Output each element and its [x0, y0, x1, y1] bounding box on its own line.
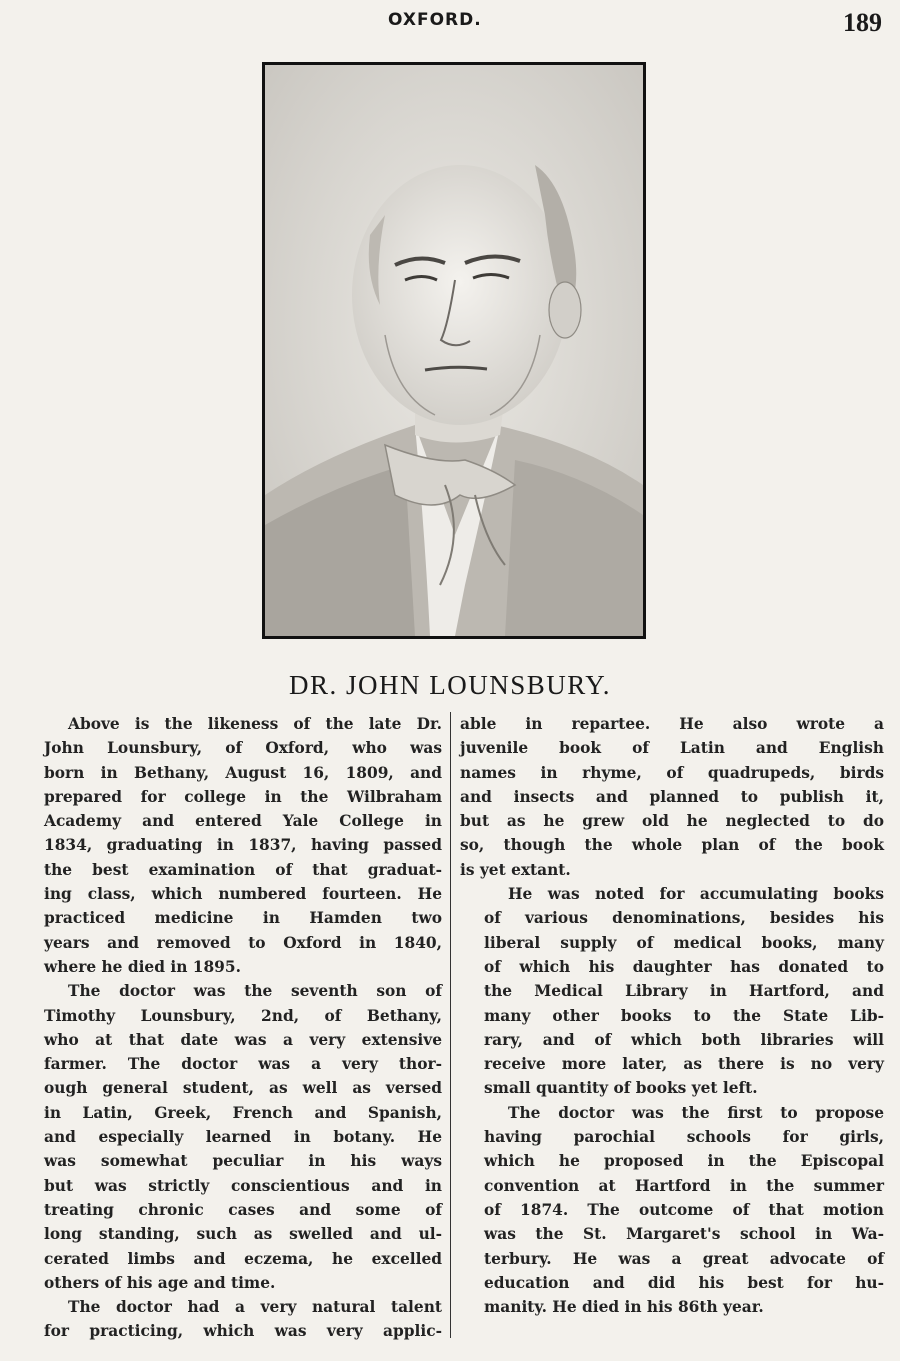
article-line: cerated limbs and eczema, he excelled: [44, 1249, 442, 1268]
article-line: which he proposed in the Episcopal: [484, 1152, 884, 1171]
article-line: but as he grew old he neglected to do: [460, 812, 884, 831]
article-line: the Medical Library in Hartford, and: [484, 982, 884, 1001]
article-line: manity. He died in his 86th year.: [484, 1298, 764, 1317]
article-line: 1834, graduating in 1837, having passed: [44, 836, 442, 855]
article-line: John Lounsbury, of Oxford, who was: [44, 739, 442, 758]
article-line: of various denominations, besides his: [484, 909, 884, 928]
article-line: liberal supply of medical books, many: [484, 933, 884, 952]
article-line: ough general student, as well as versed: [44, 1079, 442, 1098]
article-line: Academy and entered Yale College in: [44, 812, 442, 831]
article-line: terbury. He was a great advocate of: [484, 1249, 884, 1268]
article-line: small quantity of books yet left.: [484, 1079, 758, 1098]
article-line: education and did his best for hu-: [484, 1273, 884, 1292]
article-line: so, though the whole plan of the book: [460, 836, 884, 855]
article-left-column: [20, 712, 442, 1344]
article-line: many other books to the State Lib-: [484, 1006, 884, 1025]
article-line: years and removed to Oxford in 1840,: [44, 933, 442, 952]
article-line: the best examination of that graduat-: [44, 860, 442, 879]
article-line: receive more later, as there is no very: [484, 1055, 884, 1074]
article-line: farmer. The doctor was a very thor-: [44, 1055, 442, 1074]
portrait-image: [262, 62, 646, 639]
portrait-caption: DR. JOHN LOUNSBURY.: [288, 670, 612, 700]
article-line: born in Bethany, August 16, 1809, and: [44, 763, 442, 782]
article-line: prepared for college in the Wilbraham: [44, 787, 442, 806]
article-line: long standing, such as swelled and ul-: [44, 1225, 442, 1244]
article-paragraph: [20, 712, 442, 979]
article-line: of 1874. The outcome of that motion: [484, 1200, 884, 1219]
article-line: ing class, which numbered fourteen. He: [44, 885, 442, 904]
article-line: Above is the likeness of the late Dr.: [68, 715, 442, 733]
article-line: of which his daughter has donated to: [484, 957, 884, 976]
article-line: He was noted for accumulating books: [508, 885, 884, 904]
article-line: but was strictly conscientious and in: [44, 1176, 442, 1195]
article-line: in Latin, Greek, French and Spanish,: [44, 1103, 442, 1122]
article-line: juvenile book of Latin and English: [460, 739, 884, 758]
article-line: Timothy Lounsbury, 2nd, of Bethany,: [44, 1006, 442, 1025]
article-line: where he died in 1895.: [44, 957, 241, 976]
article-line: rary, and of which both libraries will: [484, 1030, 884, 1049]
article-line: is yet extant.: [460, 860, 571, 879]
article-paragraph: [460, 882, 884, 1101]
article-line: The doctor was the seventh son of: [68, 982, 442, 1001]
article-line: able in repartee. He also wrote a: [460, 715, 884, 733]
article-line: The doctor was the first to propose: [508, 1103, 884, 1122]
article-line: was the St. Margaret's school in Wa-: [484, 1225, 884, 1244]
article-paragraph: [20, 1295, 442, 1344]
article-line: practiced medicine in Hamden two: [44, 909, 442, 928]
section-title: OXFORD.: [388, 10, 482, 30]
running-head: [0, 6, 900, 36]
article-line: having parochial schools for girls,: [484, 1128, 884, 1147]
article-line: and insects and planned to publish it,: [460, 787, 884, 806]
page-number: 189: [843, 8, 882, 37]
column-divider: [450, 712, 451, 1338]
article-line: others of his age and time.: [44, 1273, 276, 1292]
portrait-engraving-icon: [265, 65, 643, 636]
article-paragraph: [460, 1101, 884, 1320]
article-right-column: [460, 712, 884, 1319]
article-line: who at that date was a very extensive: [44, 1030, 442, 1049]
article-line: The doctor had a very natural talent: [68, 1298, 442, 1317]
article-paragraph: [20, 979, 442, 1295]
article-line: names in rhyme, of quadrupeds, birds: [460, 763, 884, 782]
article-line: treating chronic cases and some of: [44, 1200, 442, 1219]
article-line: for practicing, which was very applic-: [44, 1322, 442, 1341]
article-line: convention at Hartford in the summer: [484, 1176, 884, 1195]
article-paragraph: [460, 712, 884, 882]
article-line: and especially learned in botany. He: [44, 1128, 442, 1147]
article-line: was somewhat peculiar in his ways: [44, 1152, 442, 1171]
